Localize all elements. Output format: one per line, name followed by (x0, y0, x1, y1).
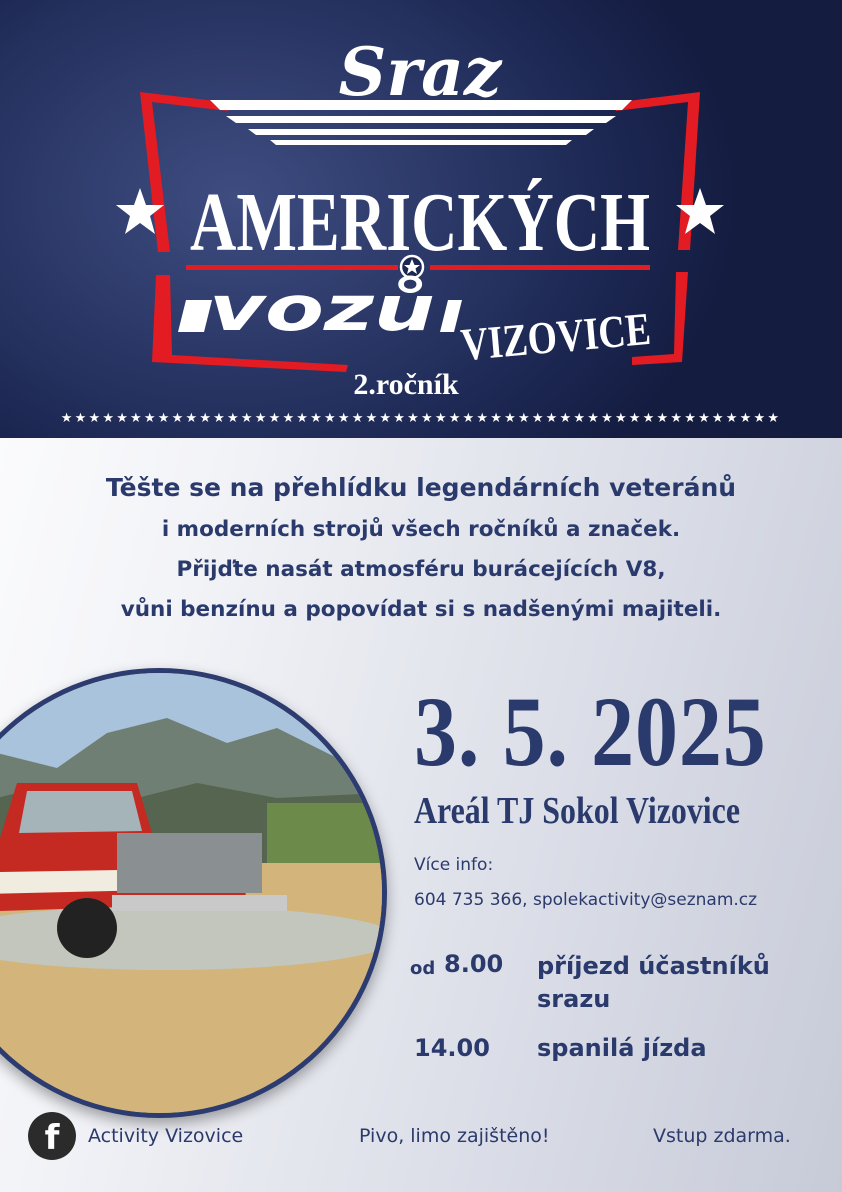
intro-line-3: Přijďte nasát atmosféru burácejících V8, (176, 557, 666, 582)
truck-grille (117, 833, 262, 893)
schedule-2-event: spanilá jízda (537, 1034, 707, 1062)
event-date: 3. 5. 2025 (414, 676, 767, 787)
schedule-1-event: příjezd účastníků srazu (537, 952, 770, 1013)
facebook-page-link[interactable]: Activity Vizovice (88, 1125, 244, 1147)
logo-town: VIZOVICE (458, 299, 696, 371)
schedule-2-time: 14.00 (414, 1034, 490, 1062)
intro-line-2: i moderních strojů všech ročníků a značek. (161, 517, 681, 542)
info-contact[interactable]: 604 735 366, spolekactivity@seznam.cz (414, 890, 758, 910)
logo-stripe-4 (270, 140, 572, 145)
schedule-1-prefix: od (410, 958, 436, 979)
logo-graphic (0, 0, 842, 438)
logo-script-title: Sraz (338, 33, 502, 111)
entry-note: Vstup zdarma. (653, 1125, 791, 1147)
truck-bumper (112, 895, 287, 911)
photo-water-splash (0, 906, 382, 970)
intro-line-1: Těšte se na přehlídku legendárních veteránů (105, 473, 737, 502)
header-banner (0, 0, 842, 438)
truck-photo (0, 668, 387, 1118)
truck-wheel-front (57, 898, 117, 958)
logo-stripe-2 (226, 116, 616, 123)
logo-stripe-3 (248, 129, 594, 135)
logo-main-title: AMERICKÝCH (190, 176, 650, 269)
intro-line-4: vůni benzínu a popovídat si s nadšenými majiteli. (120, 597, 722, 622)
info-label: Více info: (414, 855, 494, 875)
drinks-note: Pivo, limo zajištěno! (359, 1125, 550, 1147)
schedule-1-time: 8.00 (444, 950, 504, 978)
logo-sub-title: vozů (209, 272, 435, 345)
star-strip: ★★★★★★★★★★★★★★★★★★★★★★★★★★★★★★★★★★★★★★★★★★★★★★★★★★★★ (60, 411, 782, 426)
logo-bar-vozu-left (178, 300, 212, 332)
truck-window (19, 791, 142, 833)
intro-text (20, 466, 822, 630)
event-venue: Areál TJ Sokol Vizovice (414, 790, 740, 832)
facebook-icon[interactable]: f (28, 1112, 76, 1160)
edition-label: 2.ročník (353, 368, 459, 401)
truck-illustration (0, 673, 382, 1113)
